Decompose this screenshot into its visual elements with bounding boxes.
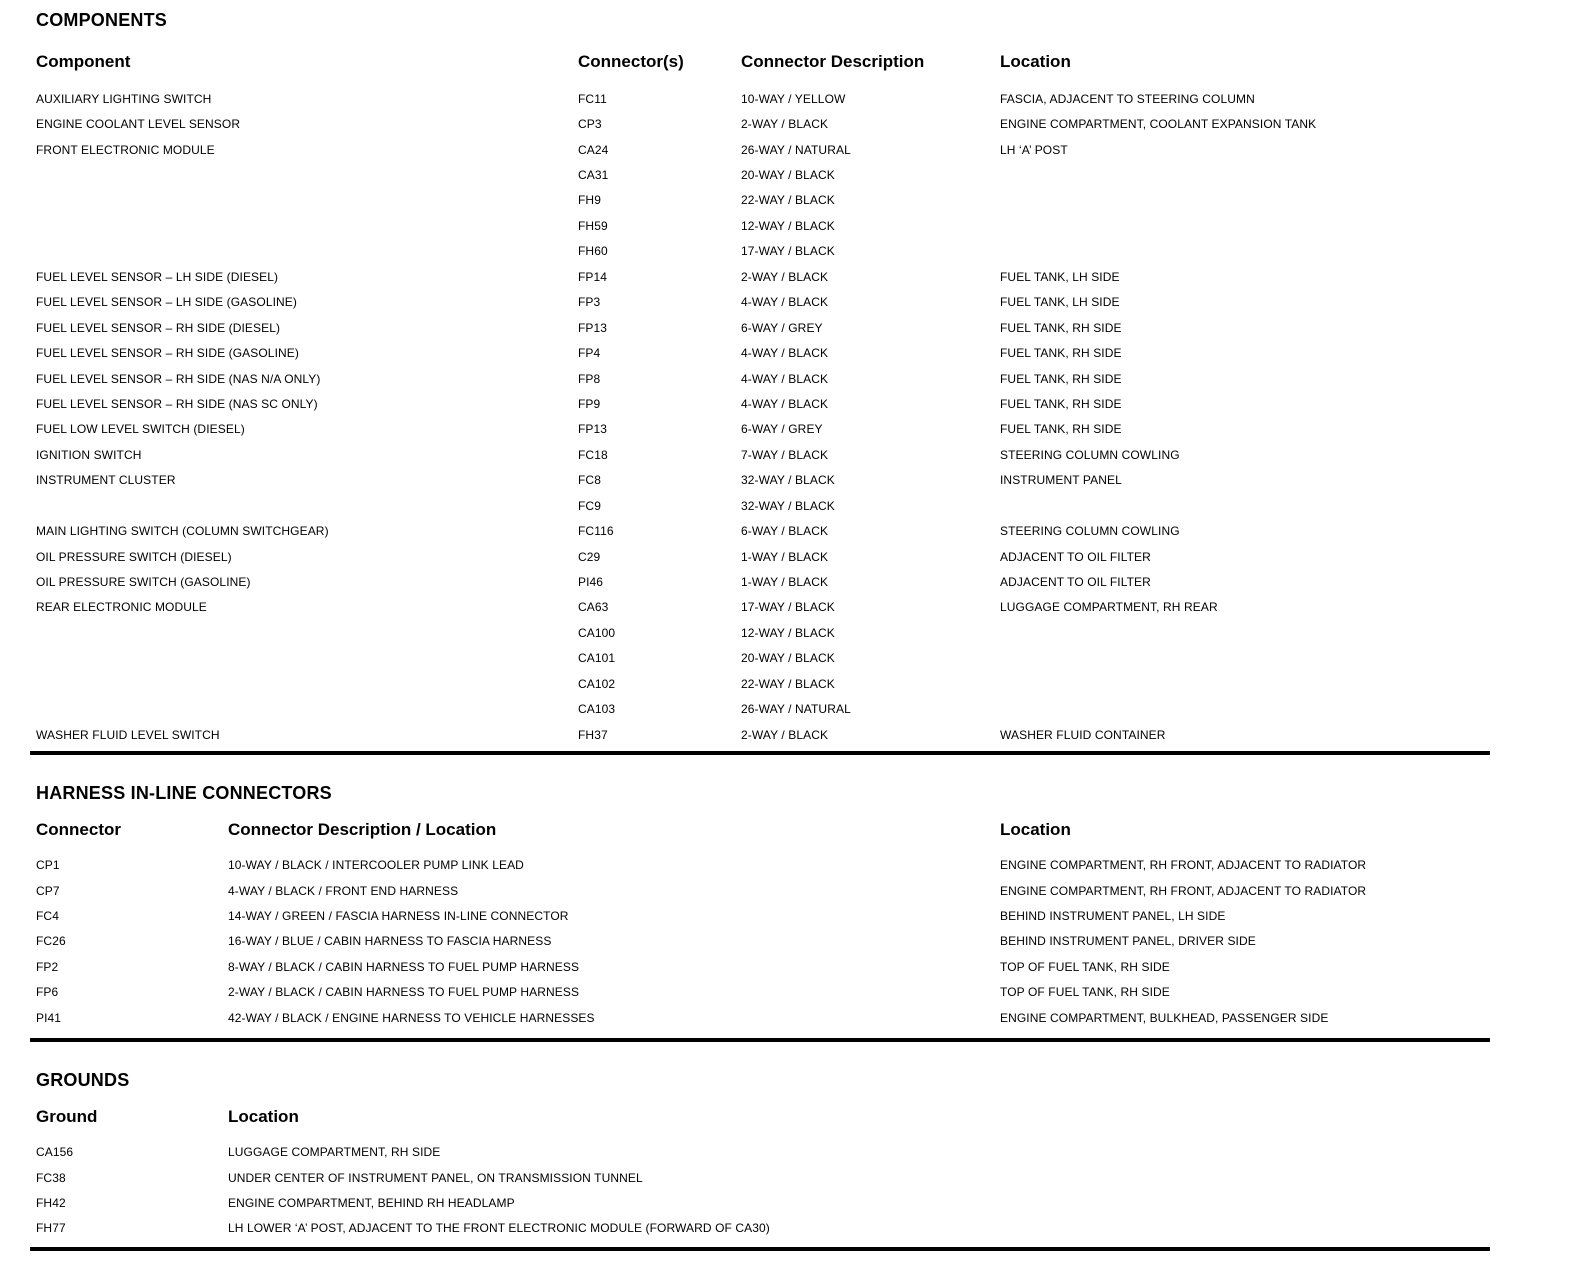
connector-description-cell: 20-WAY / BLACK [741, 168, 835, 183]
connector-description-cell: 4-WAY / BLACK [741, 346, 829, 361]
connector-description-cell: 42-WAY / BLACK / ENGINE HARNESS TO VEHICLE HARNESSES [228, 1010, 595, 1025]
section-divider-rule [30, 1038, 1490, 1042]
connector-description-cell: 2-WAY / BLACK [741, 727, 829, 742]
connector-description-cell: 4-WAY / BLACK / FRONT END HARNESS [228, 883, 459, 898]
grounds-table [30, 1139, 1490, 1241]
connector-description-cell: 7-WAY / BLACK [741, 447, 829, 462]
location-cell: WASHER FLUID CONTAINER [1000, 727, 1166, 742]
location-cell: FUEL TANK, RH SIDE [1000, 371, 1122, 386]
connector-cell: FP14 [578, 269, 608, 284]
location-cell: TOP OF FUEL TANK, RH SIDE [1000, 959, 1170, 974]
connector-description-cell: 12-WAY / BLACK [741, 218, 835, 233]
component-cell: AUXILIARY LIGHTING SWITCH [36, 91, 212, 106]
connector-description-cell: 10-WAY / YELLOW [741, 91, 846, 106]
location-cell: BEHIND INSTRUMENT PANEL, LH SIDE [1000, 908, 1226, 923]
connector-description-cell: 16-WAY / BLUE / CABIN HARNESS TO FASCIA HARNESS [228, 934, 552, 949]
component-cell: FRONT ELECTRONIC MODULE [36, 142, 215, 157]
components-header-row [30, 52, 1490, 72]
components-section-title: COMPONENTS [36, 10, 168, 30]
connector-description-cell: 22-WAY / BLACK [741, 193, 835, 208]
location-cell: BEHIND INSTRUMENT PANEL, DRIVER SIDE [1000, 934, 1256, 949]
connector-cell: FC4 [36, 908, 59, 923]
connector-description-cell: 32-WAY / BLACK [741, 498, 835, 513]
harness-header-row [30, 820, 1490, 840]
connector-cell: CA103 [578, 702, 616, 717]
connector-description-cell: 2-WAY / BLACK / CABIN HARNESS TO FUEL PUMP HARNESS [228, 985, 580, 1000]
components-header-description: Connector Description [741, 52, 925, 71]
location-cell: ENGINE COMPARTMENT, COOLANT EXPANSION TANK [1000, 117, 1317, 132]
component-cell: WASHER FLUID LEVEL SWITCH [36, 727, 220, 742]
connector-description-cell: 26-WAY / NATURAL [741, 702, 851, 717]
connector-description-cell: 22-WAY / BLACK [741, 676, 835, 691]
location-cell: LH LOWER ‘A’ POST, ADJACENT TO THE FRONT ELECTRONIC MODULE (FORWARD OF CA30) [228, 1221, 770, 1236]
components-header-connectors: Connector(s) [578, 52, 684, 71]
connector-cell: CP3 [578, 117, 602, 132]
location-cell: FUEL TANK, LH SIDE [1000, 269, 1120, 284]
location-cell: FUEL TANK, RH SIDE [1000, 346, 1122, 361]
component-cell: FUEL LEVEL SENSOR – RH SIDE (NAS SC ONLY) [36, 396, 318, 411]
connector-cell: FP13 [578, 320, 608, 335]
location-cell: TOP OF FUEL TANK, RH SIDE [1000, 985, 1170, 1000]
section-divider-rule [30, 751, 1490, 755]
connector-description-cell: 1-WAY / BLACK [741, 549, 829, 564]
location-cell: ADJACENT TO OIL FILTER [1000, 575, 1151, 590]
connector-description-cell: 26-WAY / NATURAL [741, 142, 851, 157]
grounds-header-ground: Ground [36, 1107, 98, 1127]
connector-cell: FP9 [578, 396, 601, 411]
location-cell: STEERING COLUMN COWLING [1000, 524, 1180, 539]
connector-description-cell: 14-WAY / GREEN / FASCIA HARNESS IN-LINE CONNECTOR [228, 908, 569, 923]
connector-cell: CA100 [578, 625, 616, 640]
components-section [30, 0, 1490, 755]
location-cell: ENGINE COMPARTMENT, BULKHEAD, PASSENGER SIDE [1000, 1010, 1329, 1025]
connector-cell: FC11 [578, 91, 607, 106]
grounds-header-location: Location [228, 1107, 299, 1127]
ground-cell: FH77 [36, 1221, 66, 1236]
components-header-location: Location [1000, 52, 1071, 71]
location-cell: ADJACENT TO OIL FILTER [1000, 549, 1151, 564]
harness-header-connector: Connector [36, 820, 121, 840]
component-cell: REAR ELECTRONIC MODULE [36, 600, 207, 615]
harness-table [30, 852, 1490, 1030]
ground-cell: CA156 [36, 1145, 74, 1160]
connector-description-cell: 20-WAY / BLACK [741, 651, 835, 666]
component-cell: IGNITION SWITCH [36, 447, 142, 462]
component-cell: FUEL LEVEL SENSOR – RH SIDE (DIESEL) [36, 320, 281, 335]
connector-cell: CA24 [578, 142, 609, 157]
connector-description-cell: 12-WAY / BLACK [741, 625, 835, 640]
location-cell: FASCIA, ADJACENT TO STEERING COLUMN [1000, 91, 1255, 106]
connector-description-cell: 17-WAY / BLACK [741, 600, 835, 615]
location-cell: LUGGAGE COMPARTMENT, RH REAR [1000, 600, 1218, 615]
harness-header-description: Connector Description / Location [228, 820, 497, 840]
component-cell: FUEL LEVEL SENSOR – RH SIDE (GASOLINE) [36, 346, 299, 361]
connector-description-cell: 6-WAY / GREY [741, 422, 823, 437]
connector-description-cell: 8-WAY / BLACK / CABIN HARNESS TO FUEL PUMP HARNESS [228, 959, 580, 974]
location-cell: STEERING COLUMN COWLING [1000, 447, 1180, 462]
component-cell: FUEL LEVEL SENSOR – RH SIDE (NAS N/A ONLY) [36, 371, 321, 386]
components-table [30, 86, 1490, 747]
location-cell: INSTRUMENT PANEL [1000, 473, 1122, 488]
connector-cell: CA31 [578, 168, 609, 183]
ground-cell: FC38 [36, 1170, 66, 1185]
connector-cell: FC116 [578, 524, 614, 539]
page-content [30, 0, 1490, 1251]
connector-cell: FP3 [578, 295, 601, 310]
connector-cell: PI41 [36, 1010, 62, 1025]
connector-description-cell: 4-WAY / BLACK [741, 371, 829, 386]
location-cell: ENGINE COMPARTMENT, BEHIND RH HEADLAMP [228, 1196, 515, 1211]
connector-cell: FC26 [36, 934, 66, 949]
connector-description-cell: 4-WAY / BLACK [741, 396, 829, 411]
harness-section-title: HARNESS IN-LINE CONNECTORS [36, 783, 332, 804]
connector-cell: FP6 [36, 985, 59, 1000]
harness-section [30, 783, 1490, 1042]
connector-cell: PI46 [578, 575, 604, 590]
component-cell: ENGINE COOLANT LEVEL SENSOR [36, 117, 241, 132]
connector-description-cell: 1-WAY / BLACK [741, 575, 829, 590]
connector-description-cell: 17-WAY / BLACK [741, 244, 835, 259]
connector-cell: FP13 [578, 422, 608, 437]
component-cell: FUEL LEVEL SENSOR – LH SIDE (GASOLINE) [36, 295, 297, 310]
connector-cell: FC8 [578, 473, 601, 488]
component-cell: MAIN LIGHTING SWITCH (COLUMN SWITCHGEAR) [36, 524, 329, 539]
connector-description-cell: 32-WAY / BLACK [741, 473, 835, 488]
component-cell: INSTRUMENT CLUSTER [36, 473, 176, 488]
grounds-section-title: GROUNDS [36, 1070, 130, 1091]
connector-cell: FH60 [578, 244, 608, 259]
connector-cell: FH9 [578, 193, 601, 208]
connector-cell: FP2 [36, 959, 59, 974]
component-cell: FUEL LOW LEVEL SWITCH (DIESEL) [36, 422, 245, 437]
location-cell: ENGINE COMPARTMENT, RH FRONT, ADJACENT TO RADIATOR [1000, 858, 1367, 873]
connector-cell: CA63 [578, 600, 609, 615]
location-cell: FUEL TANK, RH SIDE [1000, 396, 1122, 411]
component-cell: OIL PRESSURE SWITCH (GASOLINE) [36, 575, 251, 590]
connector-cell: CP7 [36, 883, 60, 898]
location-cell: LH ‘A’ POST [1000, 142, 1068, 157]
location-cell: FUEL TANK, LH SIDE [1000, 295, 1120, 310]
grounds-header-row [30, 1107, 1490, 1127]
connector-description-cell: 2-WAY / BLACK [741, 269, 829, 284]
connector-cell: FH37 [578, 727, 608, 742]
connector-description-cell: 10-WAY / BLACK / INTERCOOLER PUMP LINK LEAD [228, 858, 524, 873]
grounds-section [30, 1070, 1490, 1251]
components-header-component: Component [36, 52, 131, 71]
component-cell: OIL PRESSURE SWITCH (DIESEL) [36, 549, 232, 564]
component-cell: FUEL LEVEL SENSOR – LH SIDE (DIESEL) [36, 269, 279, 284]
connector-description-cell: 2-WAY / BLACK [741, 117, 829, 132]
location-cell: FUEL TANK, RH SIDE [1000, 422, 1122, 437]
connector-cell: FC18 [578, 447, 608, 462]
connector-cell: FH59 [578, 218, 608, 233]
location-cell: ENGINE COMPARTMENT, RH FRONT, ADJACENT TO RADIATOR [1000, 883, 1367, 898]
connector-cell: FC9 [578, 498, 601, 513]
section-divider-rule [30, 1247, 1490, 1251]
connector-cell: CA102 [578, 676, 616, 691]
connector-description-cell: 6-WAY / BLACK [741, 524, 829, 539]
connector-description-cell: 4-WAY / BLACK [741, 295, 829, 310]
harness-header-location: Location [1000, 820, 1071, 840]
connector-cell: CP1 [36, 858, 60, 873]
connector-cell: C29 [578, 549, 601, 564]
connector-cell: FP4 [578, 346, 601, 361]
connector-cell: FP8 [578, 371, 601, 386]
ground-cell: FH42 [36, 1196, 66, 1211]
location-cell: UNDER CENTER OF INSTRUMENT PANEL, ON TRANSMISSION TUNNEL [228, 1170, 643, 1185]
connector-cell: CA101 [578, 651, 616, 666]
connector-description-cell: 6-WAY / GREY [741, 320, 823, 335]
location-cell: FUEL TANK, RH SIDE [1000, 320, 1122, 335]
location-cell: LUGGAGE COMPARTMENT, RH SIDE [228, 1145, 441, 1160]
